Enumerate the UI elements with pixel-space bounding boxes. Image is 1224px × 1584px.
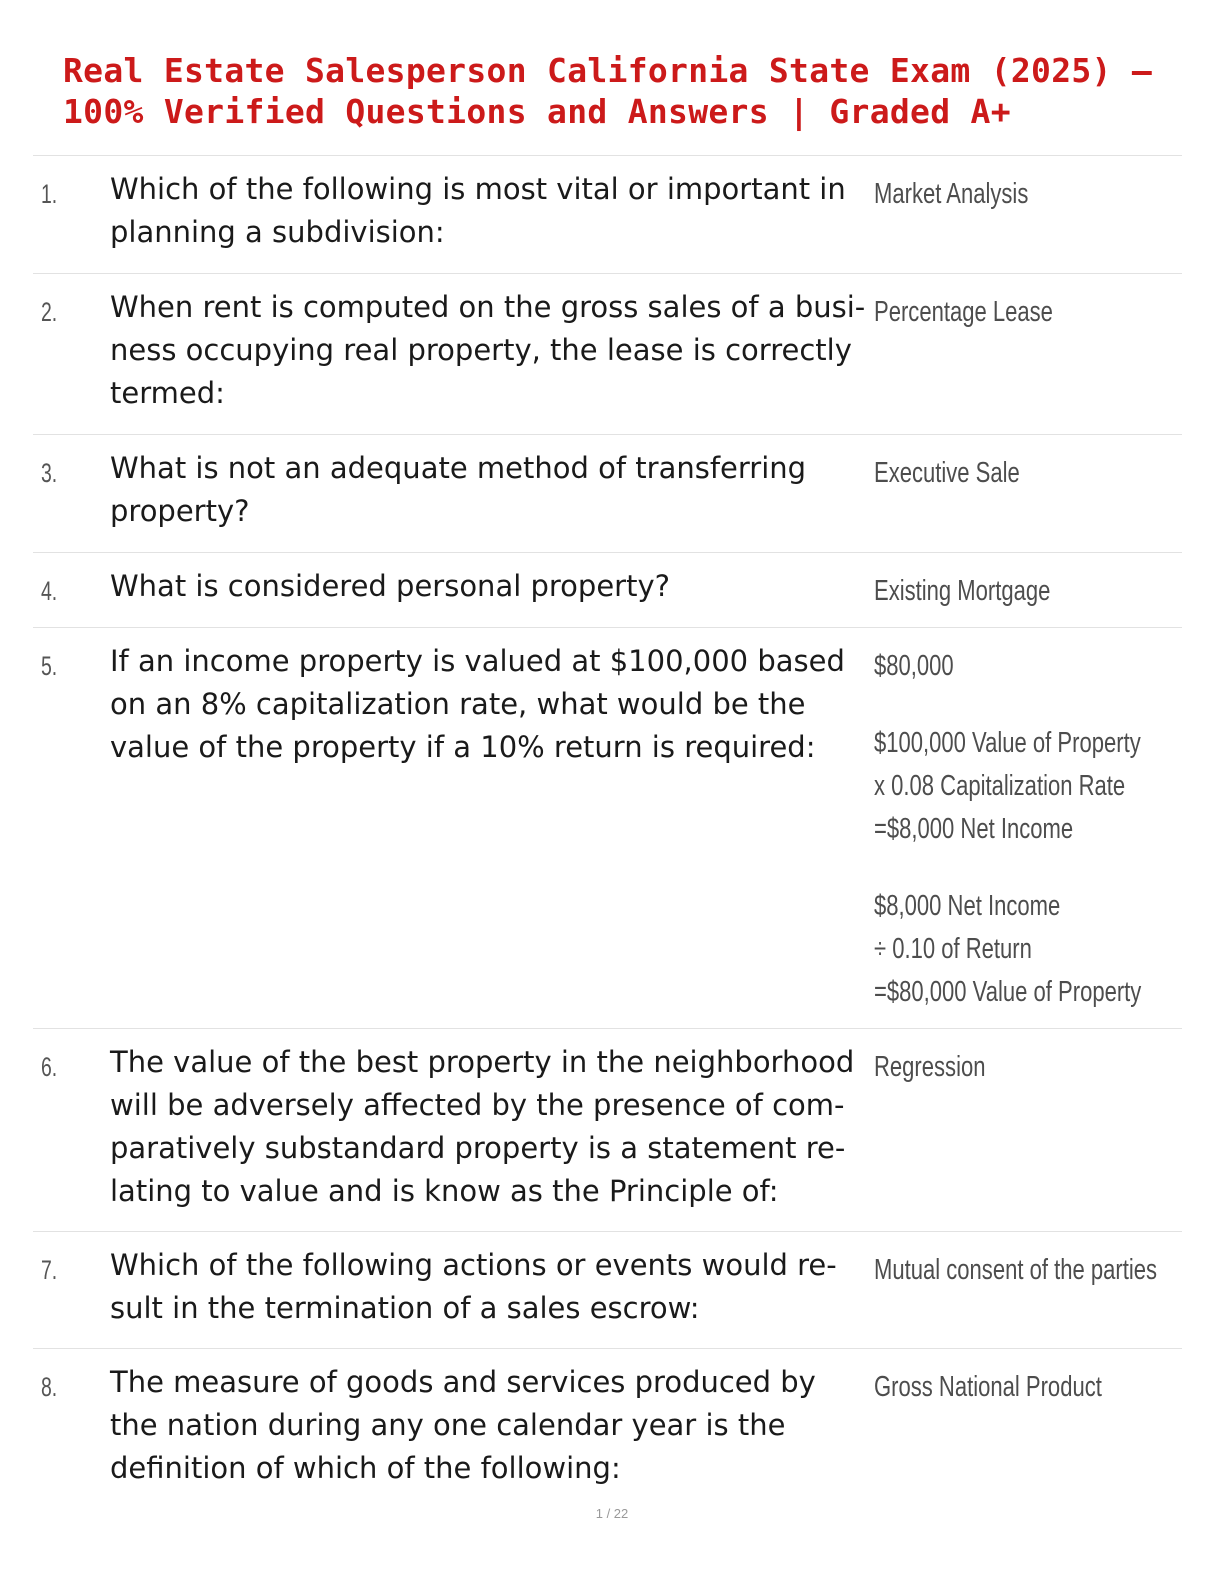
question-text: What is not an adequate method of transferring property?: [110, 451, 807, 528]
question-number: 5.: [41, 651, 58, 681]
qa-table: [33, 155, 1182, 1499]
answer-line: Regression: [874, 1051, 986, 1083]
question-text: What is considered personal property?: [110, 569, 671, 603]
qa-row: [33, 1029, 1182, 1232]
qa-row: [33, 435, 1182, 553]
question-text: The value of the best property in the neighborhood will be adversely affected by the presence of com-paratively substandard property is a statement re-lating to value and is know as the Principle of:: [110, 1045, 855, 1208]
answer-line: Gross National Product: [874, 1371, 1102, 1403]
answer-text: [874, 645, 1174, 1014]
question-text: When rent is computed on the gross sales of a busi-ness occupying real property, the lease is correctly termed:: [110, 290, 866, 410]
question-number: 3.: [41, 458, 58, 488]
question-number: 1.: [41, 179, 58, 209]
answer-line: Percentage Lease: [874, 296, 1053, 328]
qa-row: [33, 553, 1182, 628]
qa-row: [33, 1232, 1182, 1349]
question-text: Which of the following actions or events would re-sult in the termination of a sales escrow:: [110, 1248, 837, 1325]
answer-line: Executive Sale: [874, 457, 1020, 489]
calculation-line: =$80,000 Value of Property: [874, 976, 1142, 1008]
answer-line: Existing Mortgage: [874, 575, 1051, 607]
question-text: Which of the following is most vital or important in planning a subdivision:: [110, 172, 846, 249]
question-number: 4.: [41, 576, 58, 606]
qa-row: [33, 628, 1182, 1029]
calculation-line: $100,000 Value of Property: [874, 727, 1141, 759]
answer-text: [874, 1046, 1174, 1089]
qa-row: [33, 274, 1182, 435]
question-text: The measure of goods and services produced by the nation during any one calendar year is the definition of which of the following:: [110, 1365, 816, 1485]
answer-text: [874, 291, 1174, 334]
qa-row: [33, 1349, 1182, 1499]
question-number: 7.: [41, 1255, 58, 1285]
answer-line: Mutual consent of the parties: [874, 1254, 1158, 1286]
calculation-line: $8,000 Net Income: [874, 890, 1061, 922]
answer-line: $80,000: [874, 650, 954, 682]
calculation-line: x 0.08 Capitalization Rate: [874, 770, 1126, 802]
answer-text: [874, 452, 1174, 495]
title-line-1: Real Estate Salesperson California State Exam (2025) –: [63, 51, 1153, 90]
page-number: 1 / 22: [595, 1506, 629, 1521]
answer-line: Market Analysis: [874, 178, 1029, 210]
qa-row: [33, 156, 1182, 274]
question-number: 8.: [41, 1372, 58, 1402]
title-line-2: 100% Verified Questions and Answers | Graded A+: [63, 92, 1011, 131]
answer-text: [874, 570, 1174, 613]
calculation-line: =$8,000 Net Income: [874, 813, 1074, 845]
answer-text: [874, 1366, 1174, 1409]
question-number: 6.: [41, 1052, 58, 1082]
answer-text: [874, 173, 1174, 216]
question-text: If an income property is valued at $100,000 based on an 8% capitalization rate, what would be the value of the property if a 10% return is required:: [110, 644, 845, 764]
answer-text: [874, 1249, 1174, 1292]
page-title: [63, 50, 1203, 132]
question-number: 2.: [41, 297, 58, 327]
calculation-line: ÷ 0.10 of Return: [874, 933, 1032, 965]
